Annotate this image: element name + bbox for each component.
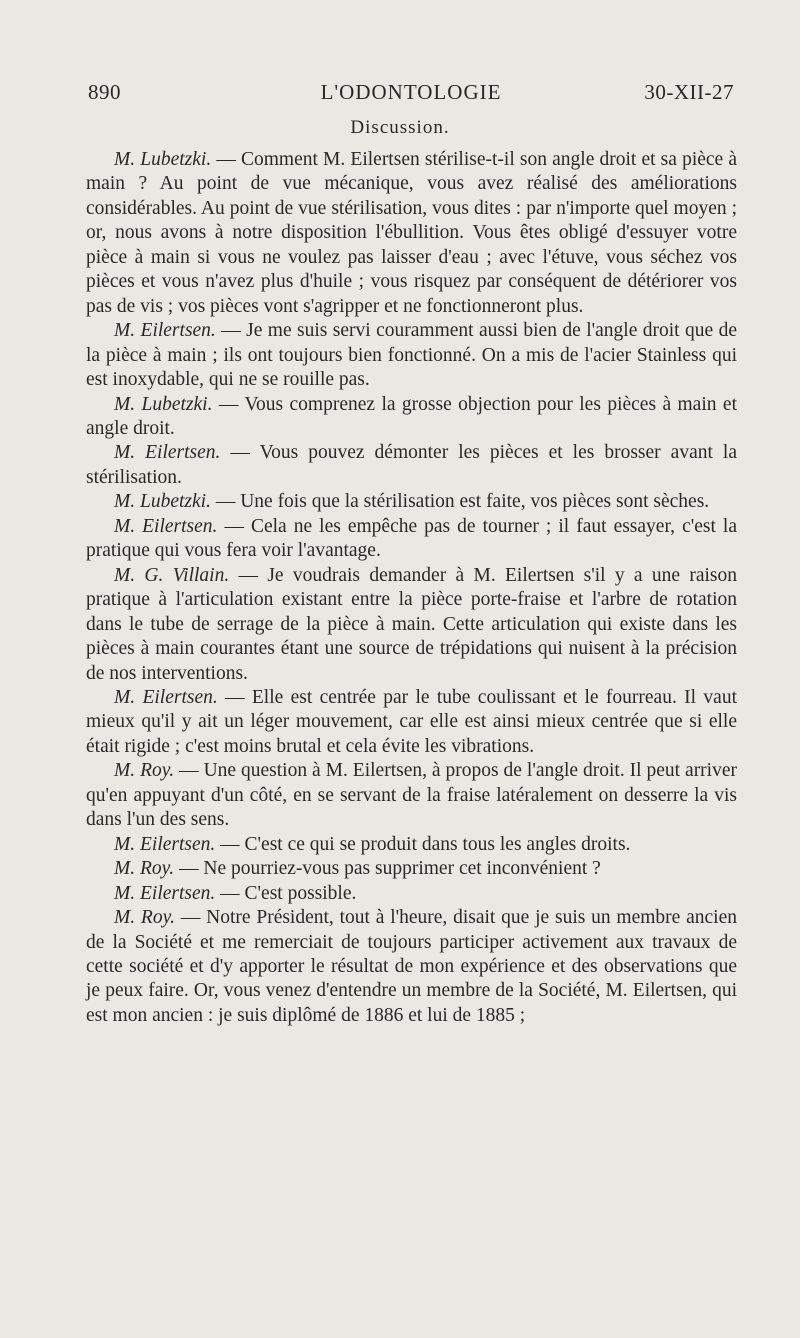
speaker: M. Eilertsen. — [114, 833, 216, 855]
section-title: Discussion. — [350, 117, 450, 138]
issue-date: 30-XII-27 — [644, 80, 734, 104]
paragraph-text: — Notre Président, tout à l'heure, disait que je suis un membre ancien de la Société et me remerciait de toujours participer activement aux travaux de cette société et d'y apporter le résultat de mon expérience et des observations que je peux faire. Or, vous venez d'entendre un membre de la Société, M. Eilertsen, qui est mon ancien : je suis diplômé de 1886 et lui de 1885 ; — [86, 907, 738, 1026]
paragraph-text: — Ne pourriez-vous pas supprimer cet inconvénient ? — [174, 858, 601, 880]
paragraph-text: — Une fois que la stérilisation est faite, vos pièces sont sèches. — [210, 491, 710, 513]
speaker: M. Eilertsen. — [114, 882, 216, 904]
paragraph — [86, 686, 737, 759]
journal-title: L'ODONTOLOGIE — [320, 80, 502, 104]
paragraph — [86, 319, 737, 392]
paragraph — [86, 906, 737, 1028]
paragraph-text: — Elle est centrée par le tube coulissant et le fourreau. Il vaut mieux qu'il y ait un léger mouvement, car elle est ainsi mieux centrée que si elle était rigide ; c'est moins brutal et cela évite les vibrations. — [86, 686, 737, 757]
speaker: M. Eilertsen. — [114, 686, 218, 708]
paragraph-text: — Vous comprenez la grosse objection pour les pièces à main et angle droit. — [86, 393, 737, 439]
speaker: M. Roy. — [114, 907, 176, 929]
speaker: M. Roy. — [114, 858, 175, 880]
speaker: M. Eilertsen. — [114, 320, 216, 342]
paragraph — [86, 393, 737, 442]
paragraph-text: — C'est possible. — [215, 882, 357, 904]
paragraph-text: — Une question à M. Eilertsen, à propos de l'angle droit. Il peut arriver qu'en appuyant d'un côté, en se servant de la fraise latéralement on desserre la vis dans l'un des sens. — [86, 760, 737, 831]
paragraph — [86, 515, 737, 564]
speaker: M. Roy. — [114, 760, 175, 782]
paragraph-text: — Je voudrais demander à M. Eilertsen s'il y a une raison pratique à l'articulation existant entre la pièce porte-fraise et l'arbre de rotation dans le tube de serrage de la pièce à main. Cette articulation qui existe dans les pièces à main courantes étant une source de trépidations qui nuisent à la précision de nos interventions. — [86, 564, 737, 684]
paragraph — [86, 441, 737, 490]
paragraph — [86, 833, 737, 857]
speaker: M. Lubetzki. — [114, 393, 213, 415]
running-header — [88, 80, 734, 110]
speaker: M. Lubetzki. — [114, 149, 212, 170]
paragraph — [86, 759, 737, 832]
speaker: M. Eilertsen. — [114, 442, 221, 464]
paragraph-text: — Je me suis servi couramment aussi bien de l'angle droit que de la pièce à main ; ils ont toujours bien fonctionné. On a mis de l'acier Stainless qui est inoxydable, qui ne se rouille pas. — [86, 320, 737, 391]
paragraph — [86, 564, 737, 686]
paragraph-text: — C'est ce qui se produit dans tous les angles droits. — [215, 833, 631, 855]
paragraph — [86, 882, 737, 906]
page-number: 890 — [88, 80, 121, 104]
discussion-body — [86, 148, 737, 1028]
paragraph — [86, 857, 737, 881]
paragraph-text: — Comment M. Eilertsen stérilise-t-il son angle droit et sa pièce à main ? Au point de vue mécanique, vous avez réalisé des améliorations considérables. Au point de vue stérilisation, vous dites : par n'importe quel moyen ; or, nous avons à notre disposition l'ébullition. Vous êtes obligé d'essuyer votre pièce à main si vous ne voulez pas laisser d'eau ; avec l'étuve, vous séchez vos pièces et vous n'avez plus d'huile ; vous risquez par conséquent de détériorer vos pas de vis ; vos pièces vont s'agripper et ne fonctionneront plus. — [86, 149, 737, 317]
paragraph-text: — Cela ne les empêche pas de tourner ; il faut essayer, c'est la pratique qui vous fera voir l'avantage. — [86, 515, 737, 562]
paragraph-text: — Vous pouvez démonter les pièces et les brosser avant la stérilisation. — [86, 442, 737, 488]
speaker: M. Eilertsen. — [114, 515, 218, 537]
paragraph — [86, 490, 737, 514]
speaker: M. G. Villain. — [114, 564, 230, 586]
speaker: M. Lubetzki. — [114, 491, 211, 513]
paragraph — [86, 148, 737, 319]
